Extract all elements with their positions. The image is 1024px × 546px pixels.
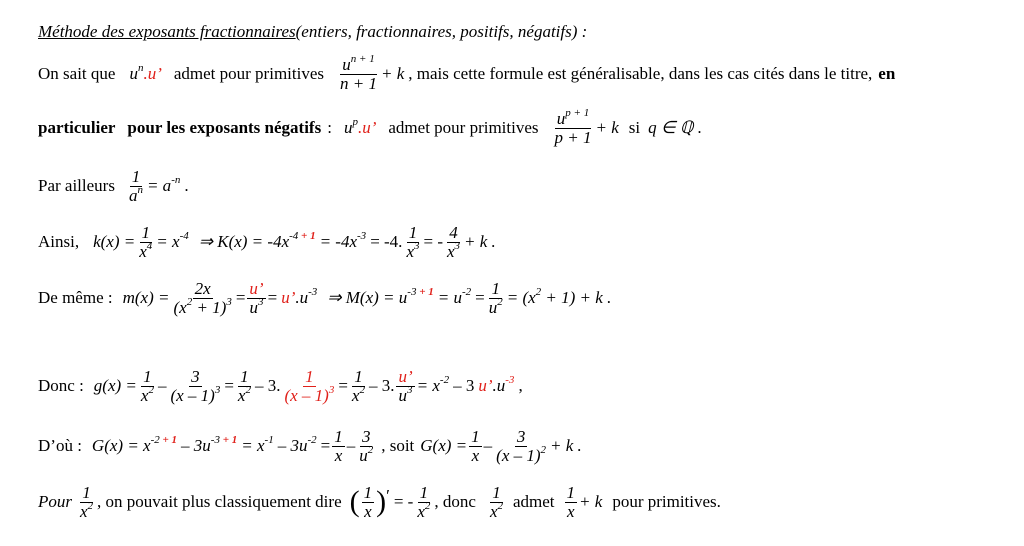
- l6-f1den-sup: 2: [148, 383, 154, 396]
- l2-text3: + k: [595, 118, 619, 138]
- l8-f2num: 1: [363, 483, 373, 502]
- l6-fraction4: [282, 368, 336, 405]
- l4-f2den: x: [406, 241, 414, 261]
- l3-fden-sup: n: [137, 183, 143, 196]
- l6-f1num: 1: [143, 367, 152, 386]
- l6-text4: =: [224, 376, 234, 396]
- l4-f3den-sup: 3: [454, 239, 461, 252]
- l5-t10-sup: 2: [535, 286, 542, 299]
- l5-t8: = u: [437, 288, 462, 308]
- l7-text8: , soit: [381, 436, 415, 456]
- l7-fraction3: [469, 428, 482, 465]
- title-rest: (entiers, fractionnaires, positifs, négatifs) :: [295, 22, 588, 41]
- l8-f3num: 1: [419, 483, 429, 502]
- l8-f2den: x: [364, 501, 372, 521]
- l7-f2num: 3: [361, 427, 371, 446]
- line-1: [38, 52, 896, 93]
- l4-f1den-sup: 4: [146, 239, 153, 252]
- l7-t2: G(x) = x: [91, 436, 151, 456]
- l2-fden: p + 1: [554, 127, 592, 147]
- l8-text4: , donc: [434, 492, 476, 512]
- l8-paren-left: (: [349, 485, 360, 519]
- l5-text8: [438, 288, 471, 308]
- l8-text1: Pour: [38, 492, 72, 512]
- l1-uprime: .u’: [143, 64, 162, 84]
- l4-t3-sup: -4: [179, 230, 189, 243]
- l6-text2: g(x) =: [93, 376, 137, 396]
- l4-text5: [320, 232, 367, 252]
- l5-f1den-b: + 1): [192, 297, 227, 317]
- l6-text3: –: [157, 376, 167, 396]
- line-2: [38, 106, 702, 147]
- l5-t7-sup: -3: [407, 286, 417, 299]
- l8-fraction4: [488, 484, 505, 521]
- l5-text9: =: [475, 288, 485, 308]
- l1-text5: en: [878, 64, 896, 84]
- l4-t4-sup-red: + 1: [298, 230, 316, 243]
- l6-text5: – 3.: [254, 376, 281, 396]
- l8-f4den: x: [489, 501, 498, 521]
- l6-f4den-sup: 3: [328, 383, 335, 396]
- l4-f2num: 1: [408, 223, 418, 242]
- l3-text2: [147, 176, 180, 196]
- l5-t7-sup-red: + 1: [416, 286, 434, 299]
- line-6: [38, 368, 523, 405]
- l4-f2den-sup: 3: [413, 239, 420, 252]
- l4-fraction1: [137, 224, 154, 261]
- l4-t4-sup: -4: [289, 230, 299, 243]
- l7-text7: –: [346, 436, 356, 456]
- l5-f3num: 1: [491, 279, 500, 298]
- l2-text4: si: [628, 118, 641, 138]
- l7-text10: –: [483, 436, 493, 456]
- l8-f3den: x: [417, 501, 425, 521]
- l8-text5: admet: [512, 492, 555, 512]
- l5-text5: u’: [281, 288, 296, 308]
- l5-text10: [507, 288, 612, 308]
- l6-f4num: 1: [305, 367, 314, 386]
- l8-f4num: 1: [492, 483, 501, 502]
- l8-f1den-sup: 2: [87, 499, 94, 512]
- l7-f2den: u: [359, 445, 368, 465]
- l4-text1: Ainsi,: [38, 232, 80, 252]
- l6-text12: ,: [518, 376, 523, 396]
- l8-f5den: x: [567, 501, 575, 521]
- l6-f6num: u’: [398, 367, 413, 386]
- l4-t3: = x: [156, 232, 180, 252]
- l8-prime: ′: [386, 486, 390, 505]
- l6-text10: u’: [478, 376, 493, 396]
- title-line: [38, 22, 587, 42]
- l6-text1: Donc :: [38, 376, 84, 396]
- l8-f1num: 1: [82, 483, 91, 502]
- l4-text8: + k .: [464, 232, 496, 252]
- l7-text6: =: [320, 436, 331, 456]
- l4-text4: [199, 232, 316, 252]
- l7-f4den-sup: 2: [540, 443, 547, 456]
- l1-text4: , mais cette formule est généralisable, dans les cas cités dans le titre,: [408, 64, 873, 84]
- l7-t5-sup: -2: [307, 434, 317, 447]
- l2-text1: :: [327, 118, 332, 138]
- l3-eq: = a: [146, 176, 172, 196]
- l2-uprime: .u’: [357, 118, 377, 138]
- l5-fraction3: [487, 280, 505, 317]
- l6-fraction6: [396, 368, 414, 405]
- l7-fraction4: [494, 428, 548, 465]
- l4-f1den: x: [139, 241, 147, 261]
- l8-text2: , on pouvait plus classiquement dire: [97, 492, 342, 512]
- l7-text2: [92, 436, 177, 456]
- l8-fraction1: [78, 484, 95, 521]
- l6-text7: – 3.: [368, 376, 395, 396]
- l5-f2den-sup: 3: [258, 295, 264, 308]
- l6-f3den-sup: 2: [245, 383, 251, 396]
- l4-t5: = -4x: [319, 232, 358, 252]
- l7-f3den: x: [471, 445, 480, 465]
- l7-t3-sup: -3: [210, 434, 220, 447]
- l8-f1den: x: [80, 501, 88, 521]
- l5-t11: + 1) + k .: [541, 288, 612, 308]
- l6-fraction3: [236, 368, 253, 405]
- l8-text7: pour primitives.: [612, 492, 721, 512]
- l2-text6: .: [697, 118, 702, 138]
- l5-f1den-sup2: 3: [226, 295, 232, 308]
- l6-text6: =: [338, 376, 348, 396]
- l3-fden: a: [128, 185, 138, 205]
- l5-text4: =: [267, 288, 278, 308]
- l5-f2den: u: [249, 297, 258, 317]
- l4-text7: = -: [423, 232, 443, 252]
- l7-text1: D’où :: [38, 436, 82, 456]
- l7-t2-sup: -2: [150, 434, 160, 447]
- l4-f3den: x: [446, 241, 455, 261]
- l1-formula: [129, 64, 161, 84]
- l5-t8-sup: -2: [461, 286, 472, 299]
- l7-t3: – 3u: [181, 436, 211, 456]
- l2-text5: q ∈ ℚ: [648, 118, 694, 138]
- l1-text1: On sait que: [38, 64, 116, 84]
- l4-text3: [156, 232, 188, 252]
- l5-text6: [295, 288, 317, 308]
- l4-text2: k(x) =: [93, 232, 136, 252]
- l2-bold1: particulier: [38, 118, 116, 138]
- l6-f3num: 1: [240, 367, 249, 386]
- l8-text6: + k: [579, 492, 603, 512]
- l6-t11-sup: -3: [505, 374, 515, 387]
- l5-text3: =: [235, 288, 246, 308]
- l6-t11: .u: [492, 376, 506, 396]
- l3-fnum: 1: [131, 167, 141, 186]
- l5-fraction2: [247, 280, 265, 317]
- line-5: [38, 280, 611, 317]
- l6-f3den: x: [237, 385, 246, 405]
- l4-f3num: 4: [449, 223, 458, 242]
- l6-fraction2: [168, 368, 222, 405]
- l7-f1num: 1: [334, 427, 343, 446]
- l5-fraction1: [171, 280, 233, 317]
- l8-fraction5: [565, 484, 578, 521]
- l5-t10: = (x: [506, 288, 536, 308]
- l6-fraction5: [350, 368, 367, 405]
- line-4: [38, 224, 496, 261]
- l7-text11: + k .: [550, 436, 582, 456]
- l6-f5den: x: [351, 385, 360, 405]
- l3-fraction: [127, 168, 145, 205]
- l4-t4: ⇒ K(x) = -4x: [198, 232, 290, 252]
- l6-text11: [493, 376, 515, 396]
- l1-u: u: [129, 64, 138, 84]
- l6-text9: – 3: [453, 376, 475, 396]
- l6-f2den: (x – 1): [170, 385, 215, 405]
- l6-f2den-sup: 3: [214, 383, 221, 396]
- line-3: [38, 168, 189, 205]
- l2-formula: [344, 118, 376, 138]
- l8-text3: = -: [393, 492, 414, 512]
- l1-fraction: [338, 52, 379, 93]
- l6-t8: = x: [416, 376, 440, 396]
- l6-f5num: 1: [354, 367, 363, 386]
- l2-fnum-sup: p + 1: [565, 106, 590, 119]
- l5-f3den-sup: 2: [497, 295, 503, 308]
- l1-text3: + k: [380, 64, 405, 84]
- l7-t4-sup: -1: [264, 434, 274, 447]
- l7-f4den: (x – 1): [496, 445, 541, 465]
- l4-t5-sup: -3: [357, 230, 367, 243]
- l5-f1den-sup: 2: [186, 295, 193, 308]
- l1-text2: admet pour primitives: [173, 64, 324, 84]
- l7-t5: – 3u: [277, 436, 308, 456]
- line-7: [38, 428, 582, 465]
- l7-fraction1: [332, 428, 345, 465]
- l5-f3den: u: [488, 297, 498, 317]
- l4-fraction2: [404, 224, 421, 261]
- l1-u-sup: n: [137, 62, 144, 75]
- l6-t8-sup: -2: [439, 374, 450, 387]
- l7-fraction2: [357, 428, 375, 465]
- l2-bold2: pour les exposants négatifs: [127, 118, 322, 138]
- l5-f2num: u’: [249, 279, 264, 298]
- l5-text1: De même :: [38, 288, 113, 308]
- l8-paren-right: ): [376, 485, 387, 519]
- l1-fden: n + 1: [340, 73, 377, 93]
- l5-t6-sup: -3: [308, 286, 318, 299]
- l7-text4: [241, 436, 273, 456]
- l8-fraction2: [362, 484, 375, 521]
- l3-eq-sup: -n: [171, 174, 181, 187]
- l5-f1num: 2x: [194, 279, 211, 298]
- l2-fnum: u: [556, 109, 566, 128]
- l7-text5: [278, 436, 317, 456]
- l7-f4num: 3: [516, 427, 526, 446]
- l6-f6den-sup: 3: [407, 383, 413, 396]
- l7-f1den: x: [334, 445, 343, 465]
- l5-text2: m(x) =: [122, 288, 170, 308]
- l8-f4den-sup: 2: [497, 499, 503, 512]
- l8-f3den-sup: 2: [424, 499, 431, 512]
- l6-f1den: x: [140, 385, 149, 405]
- l5-text7: [327, 288, 433, 308]
- l6-f5den-sup: 2: [359, 383, 365, 396]
- l2-fraction: [553, 106, 594, 147]
- l7-text9: G(x) =: [420, 436, 468, 456]
- l3-text1: Par ailleurs: [38, 176, 115, 196]
- l4-f1num: 1: [141, 223, 150, 242]
- l6-f2num: 3: [191, 367, 200, 386]
- l7-t3-sup-red: + 1: [219, 434, 238, 447]
- title-underlined: Méthode des exposants fractionnaires: [38, 22, 296, 41]
- l4-fraction3: [445, 224, 462, 261]
- line-8: [38, 484, 721, 521]
- l4-text6: = -4.: [370, 232, 403, 252]
- l1-fnum-sup: n + 1: [350, 52, 375, 65]
- l8-f5num: 1: [566, 483, 576, 502]
- l6-fraction1: [139, 368, 156, 405]
- l1-fnum: u: [342, 55, 351, 74]
- l3-text3: .: [184, 176, 189, 196]
- l7-t2-sup-red: + 1: [159, 434, 178, 447]
- l5-t7: ⇒ M(x) = u: [327, 288, 408, 308]
- l7-f2den-sup: 2: [367, 443, 374, 456]
- l7-f3num: 1: [471, 427, 480, 446]
- l6-f4den: (x – 1): [284, 385, 329, 405]
- l7-text3: [181, 436, 237, 456]
- l5-f1den: (x: [173, 297, 187, 317]
- l6-text8: [417, 376, 449, 396]
- l7-t4: = x: [241, 436, 265, 456]
- l2-u: u: [343, 118, 353, 138]
- l8-fraction3: [415, 484, 432, 521]
- l6-f6den: u: [398, 385, 408, 405]
- l2-u-sup: p: [352, 116, 358, 129]
- l5-t6: .u: [295, 288, 309, 308]
- l2-text2: admet pour primitives: [388, 118, 539, 138]
